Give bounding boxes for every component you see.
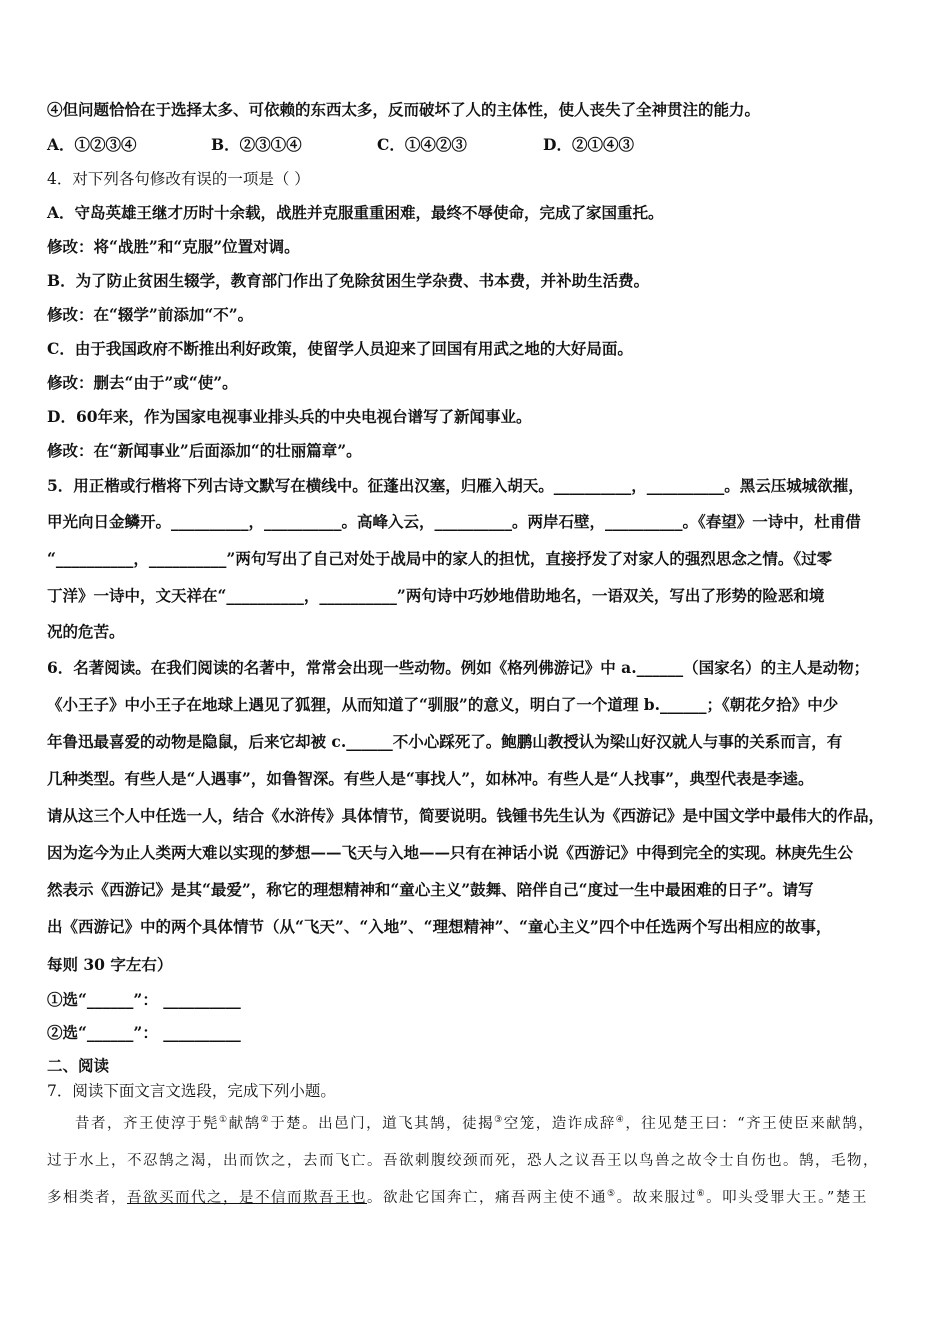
passage-text: 。欲赴它国奔亡，痛吾两主使不通 [367, 1190, 607, 1206]
section-title-reading: 二、阅读 [47, 1056, 110, 1075]
q4-fix-d: 修改：在“新闻事业”后面添加“的壮丽篇章”。 [47, 441, 362, 460]
underlined-sentence: 吾欲买而代之，是不信而欺吾王也 [127, 1190, 367, 1206]
q3-option-a: A．①②③④ [47, 135, 137, 154]
footnote-ref-4: ④ [615, 1115, 626, 1125]
q7-stem: 7．阅读下面文言文选段，完成下列小题。 [47, 1082, 336, 1100]
footnote-ref-6: ⑥ [696, 1189, 707, 1199]
q6-line-6: 因为迄今为止人类两大难以实现的梦想——飞天与入地——只有在神话小说《西游记》中得到完全的实现。林庚先生公 [47, 843, 854, 862]
q6-line-2: 《小王子》中小王子在地球上遇见了狐狸，从而知道了“驯服”的意义，明白了一个道理 b.______；《朝花夕拾》中少 [47, 695, 839, 714]
q6-line-9: 每则 30 字左右） [47, 955, 173, 974]
q6-line-3: 年鲁迅最喜爱的动物是隐鼠，后来它却被 c.______不小心踩死了。鲍鹏山教授认为梁山好汉就人与事的关系而言，有 [47, 732, 843, 751]
passage-text: 于楚。出邑门，道飞其鹄，徒揭 [270, 1116, 495, 1132]
q6-line-8: 出《西游记》中的两个具体情节（从“飞天”、“入地”、“理想精神”、“童心主义”四个中任选两个写出相应的故事， [47, 917, 832, 936]
q6-answer-1: ①选“______”： __________ [47, 990, 241, 1009]
q5-line-4: 丁洋》一诗中，文天祥在“__________，__________”两句诗中巧妙地借助地名，一语双关，写出了形势的险恶和境 [47, 586, 825, 605]
q6-line-5: 请从这三个人中任选一人，结合《水浒传》具体情节，简要说明。钱锺书先生认为《西游记》是中国文学中最伟大的作品， [47, 806, 885, 825]
q4-option-d: D．60年来，作为国家电视事业排头兵的中央电视台谱写了新闻事业。 [47, 407, 532, 426]
passage-text: 。故来服过 [616, 1190, 697, 1206]
q4-fix-c: 修改：删去“由于”或“使”。 [47, 373, 238, 392]
q4-fix-b: 修改：在“辍学”前添加“不”。 [47, 305, 254, 324]
q5-line-2: 甲光向日金鳞开。__________，__________。高峰入云，__________。两岸石壁，__________。《春望》一诗中，杜甫借 [47, 512, 861, 531]
q3-option-b: B．②③①④ [211, 135, 302, 154]
footnote-ref-3: ③ [494, 1115, 504, 1125]
q3-statement-4: ④但问题恰恰在于选择太多、可依赖的东西太多，反而破坏了人的主体性，使人丧失了全神贯注的能力。 [47, 100, 761, 119]
classical-passage-line-3 [47, 1188, 868, 1208]
footnote-ref-5: ⑤ [607, 1189, 617, 1199]
footnote-ref-2: ② [260, 1115, 271, 1125]
passage-text: 。叩头受罪大王。”楚王 [706, 1190, 868, 1206]
q4-option-c: C．由于我国政府不断推出利好政策，使留学人员迎来了回国有用武之地的大好局面。 [47, 339, 633, 358]
q6-line-1: 6．名著阅读。在我们阅读的名著中，常常会出现一些动物。例如《格列佛游记》中 a.______（国家名）的主人是动物； [47, 658, 870, 677]
footnote-ref-1: ① [219, 1115, 229, 1125]
q6-line-4: 几种类型。有些人是“人遇事”，如鲁智深。有些人是“事找人”，如林冲。有些人是“人找事”，典型代表是李逵。 [47, 769, 814, 788]
q4-option-a: A．守岛英雄王继才历时十余载，战胜并克服重重困难，最终不辱使命，完成了家国重托。 [47, 203, 664, 222]
passage-text: 昔者，齐王使淳于髡 [75, 1116, 219, 1132]
classical-passage-line-1 [47, 1114, 874, 1134]
passage-text: 空笼，造诈成辞 [503, 1116, 616, 1132]
passage-text: ，往见楚王曰：“齐王使臣来献鹄， [625, 1116, 875, 1132]
q4-option-b: B．为了防止贫困生辍学，教育部门作出了免除贫困生学杂费、书本费，并补助生活费。 [47, 271, 650, 290]
q5-line-5: 况的危苦。 [47, 622, 125, 641]
q3-option-c: C．①④②③ [377, 135, 467, 154]
q6-line-7: 然表示《西游记》是其“最爱”，称它的理想精神和“童心主义”鼓舞、陪伴自己“度过一生中最困难的日子”。请写 [47, 880, 814, 899]
classical-passage-line-2: 过于水上，不忍鹄之渴，出而饮之，去而飞亡。吾欲刺腹绞颈而死，恐人之议吾王以鸟兽之故令士自伤也。鹄，毛物， [47, 1153, 879, 1169]
q4-fix-a: 修改：将“战胜”和“克服”位置对调。 [47, 237, 300, 256]
q5-line-1: 5．用正楷或行楷将下列古诗文默写在横线中。征蓬出汉塞，归雁入胡天。__________，__________。黑云压城城欲摧， [47, 476, 864, 495]
q3-options [47, 135, 634, 155]
passage-text: 多相类者， [47, 1190, 127, 1206]
q4-stem: 4．对下列各句修改有误的一项是（ ） [47, 170, 310, 188]
passage-text: 献鹄 [228, 1116, 261, 1132]
q5-line-3: “__________，__________”两句写出了自己对处于战局中的家人的担忧，直接抒发了对家人的强烈思念之情。《过零 [47, 549, 833, 568]
q3-option-d: D．②①④③ [543, 135, 634, 154]
q6-answer-2: ②选“______”： __________ [47, 1023, 241, 1042]
